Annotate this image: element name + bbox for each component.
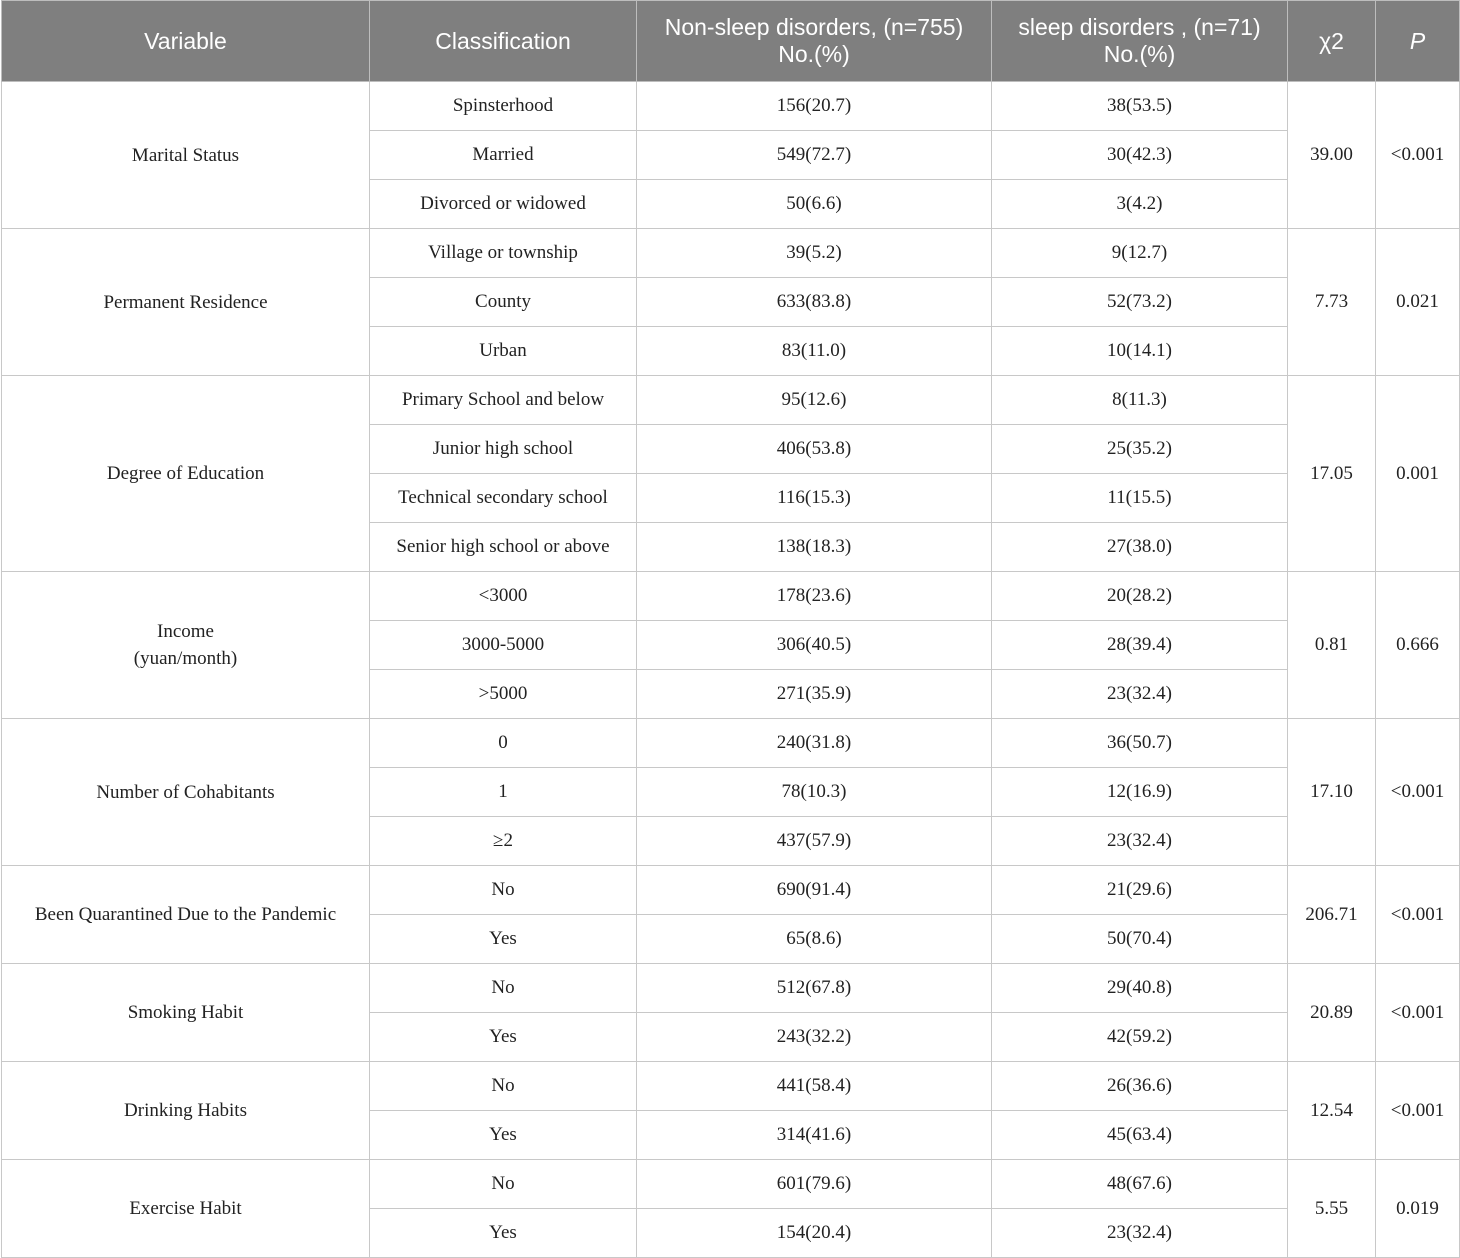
sleep-value-cell: 45(63.4) [992,1111,1288,1160]
non-sleep-value-cell: 50(6.6) [637,180,992,229]
header-non-sleep [637,1,992,82]
variable-cell [2,572,370,719]
variable-label: Marital Status [131,144,240,166]
sleep-value-cell: 52(73.2) [992,278,1288,327]
variable-label: Smoking Habit [127,1002,244,1023]
header-sleep-title: sleep disorders , (n=71) [1018,14,1261,40]
non-sleep-value-cell: 83(11.0) [637,327,992,376]
non-sleep-value-cell: 549(72.7) [637,131,992,180]
variable-label: Exercise Habit [129,1198,242,1219]
variable-label: Income [157,621,214,642]
table-body [2,82,1460,1258]
p-value-cell: <0.001 [1376,82,1460,229]
non-sleep-value-cell: 154(20.4) [637,1209,992,1258]
non-sleep-value-cell: 406(53.8) [637,425,992,474]
sleep-value-cell: 23(32.4) [992,1209,1288,1258]
non-sleep-value-cell: 138(18.3) [637,523,992,572]
p-value-cell: <0.001 [1376,1062,1460,1160]
variable-label-unit: (yuan/month) [133,648,238,669]
non-sleep-value-cell: 243(32.2) [637,1013,992,1062]
classification-cell: Spinsterhood [370,82,637,131]
p-value-cell: <0.001 [1376,964,1460,1062]
variable-cell [2,1160,370,1258]
non-sleep-value-cell: 116(15.3) [637,474,992,523]
classification-cell: >5000 [370,670,637,719]
variable-label: Degree of Education [106,463,265,484]
sleep-value-cell: 12(16.9) [992,768,1288,817]
table-row [2,964,1460,1013]
chi2-cell: 206.71 [1288,866,1376,964]
classification-cell: 0 [370,719,637,768]
variable-label: Been Quarantined Due to the Pandemic [34,904,337,925]
classification-cell: Married [370,131,637,180]
table-row [2,229,1460,278]
classification-cell: County [370,278,637,327]
table-row [2,719,1460,768]
p-value-cell: 0.666 [1376,572,1460,719]
variable-label: Drinking Habits [124,1100,247,1121]
chi2-cell: 0.81 [1288,572,1376,719]
sleep-value-cell: 20(28.2) [992,572,1288,621]
chi2-cell: 20.89 [1288,964,1376,1062]
sleep-value-cell: 25(35.2) [992,425,1288,474]
sleep-value-cell: 29(40.8) [992,964,1288,1013]
table-row [2,572,1460,621]
p-value-cell: 0.001 [1376,376,1460,572]
non-sleep-value-cell: 78(10.3) [637,768,992,817]
variable-cell [2,719,370,866]
sleep-value-cell: 9(12.7) [992,229,1288,278]
sleep-value-cell: 30(42.3) [992,131,1288,180]
header-row [2,1,1460,82]
chi2-cell: 17.05 [1288,376,1376,572]
classification-cell: Yes [370,915,637,964]
chi2-cell: 17.10 [1288,719,1376,866]
header-p: P [1376,1,1460,82]
header-chi2: χ2 [1288,1,1376,82]
classification-cell: Yes [370,1013,637,1062]
variable-cell [2,376,370,572]
non-sleep-value-cell: 633(83.8) [637,278,992,327]
chi2-cell: 5.55 [1288,1160,1376,1258]
variable-label: Permanent Residence [103,291,268,313]
sleep-value-cell: 21(29.6) [992,866,1288,915]
table-row [2,1160,1460,1209]
sleep-value-cell: 8(11.3) [992,376,1288,425]
classification-cell: Primary School and below [370,376,637,425]
non-sleep-value-cell: 437(57.9) [637,817,992,866]
non-sleep-value-cell: 39(5.2) [637,229,992,278]
chi2-cell: 12.54 [1288,1062,1376,1160]
classification-cell: Yes [370,1111,637,1160]
sleep-value-cell: 23(32.4) [992,817,1288,866]
non-sleep-value-cell: 65(8.6) [637,915,992,964]
classification-cell: 1 [370,768,637,817]
sleep-value-cell: 26(36.6) [992,1062,1288,1111]
classification-cell: Junior high school [370,425,637,474]
classification-cell: Senior high school or above [370,523,637,572]
variable-cell [2,1062,370,1160]
header-non-sleep-unit: No.(%) [778,41,850,67]
classification-cell: Village or township [370,229,637,278]
non-sleep-value-cell: 601(79.6) [637,1160,992,1209]
sleep-value-cell: 38(53.5) [992,82,1288,131]
non-sleep-value-cell: 306(40.5) [637,621,992,670]
sleep-value-cell: 42(59.2) [992,1013,1288,1062]
table-row [2,82,1460,131]
sleep-value-cell: 27(38.0) [992,523,1288,572]
table-row [2,376,1460,425]
sleep-value-cell: 28(39.4) [992,621,1288,670]
variable-cell [2,82,370,229]
classification-cell: 3000-5000 [370,621,637,670]
non-sleep-value-cell: 512(67.8) [637,964,992,1013]
classification-cell: Technical secondary school [370,474,637,523]
sleep-value-cell: 23(32.4) [992,670,1288,719]
classification-cell: No [370,964,637,1013]
chi2-cell: 7.73 [1288,229,1376,376]
non-sleep-value-cell: 95(12.6) [637,376,992,425]
header-sleep [992,1,1288,82]
p-value-cell: 0.021 [1376,229,1460,376]
classification-cell: <3000 [370,572,637,621]
non-sleep-value-cell: 441(58.4) [637,1062,992,1111]
table-row [2,1062,1460,1111]
sleep-value-cell: 48(67.6) [992,1160,1288,1209]
classification-cell: Divorced or widowed [370,180,637,229]
classification-cell: No [370,1160,637,1209]
sleep-value-cell: 10(14.1) [992,327,1288,376]
sleep-value-cell: 50(70.4) [992,915,1288,964]
non-sleep-value-cell: 240(31.8) [637,719,992,768]
sleep-disorder-table [1,0,1460,1258]
sleep-value-cell: 11(15.5) [992,474,1288,523]
classification-cell: No [370,1062,637,1111]
p-value-cell: <0.001 [1376,719,1460,866]
non-sleep-value-cell: 271(35.9) [637,670,992,719]
header-classification: Classification [370,1,637,82]
non-sleep-value-cell: 314(41.6) [637,1111,992,1160]
header-sleep-unit: No.(%) [1103,41,1176,67]
variable-label: Number of Cohabitants [96,781,275,803]
header-non-sleep-title: Non-sleep disorders, (n=755) [664,14,964,40]
non-sleep-value-cell: 156(20.7) [637,82,992,131]
classification-cell: Urban [370,327,637,376]
non-sleep-value-cell: 178(23.6) [637,572,992,621]
classification-cell: ≥2 [370,817,637,866]
table-row [2,866,1460,915]
header-variable: Variable [2,1,370,82]
non-sleep-value-cell: 690(91.4) [637,866,992,915]
p-value-cell: <0.001 [1376,866,1460,964]
sleep-value-cell: 36(50.7) [992,719,1288,768]
variable-cell [2,229,370,376]
p-value-cell: 0.019 [1376,1160,1460,1258]
variable-cell [2,964,370,1062]
variable-cell [2,866,370,964]
classification-cell: Yes [370,1209,637,1258]
chi2-cell: 39.00 [1288,82,1376,229]
classification-cell: No [370,866,637,915]
sleep-value-cell: 3(4.2) [992,180,1288,229]
